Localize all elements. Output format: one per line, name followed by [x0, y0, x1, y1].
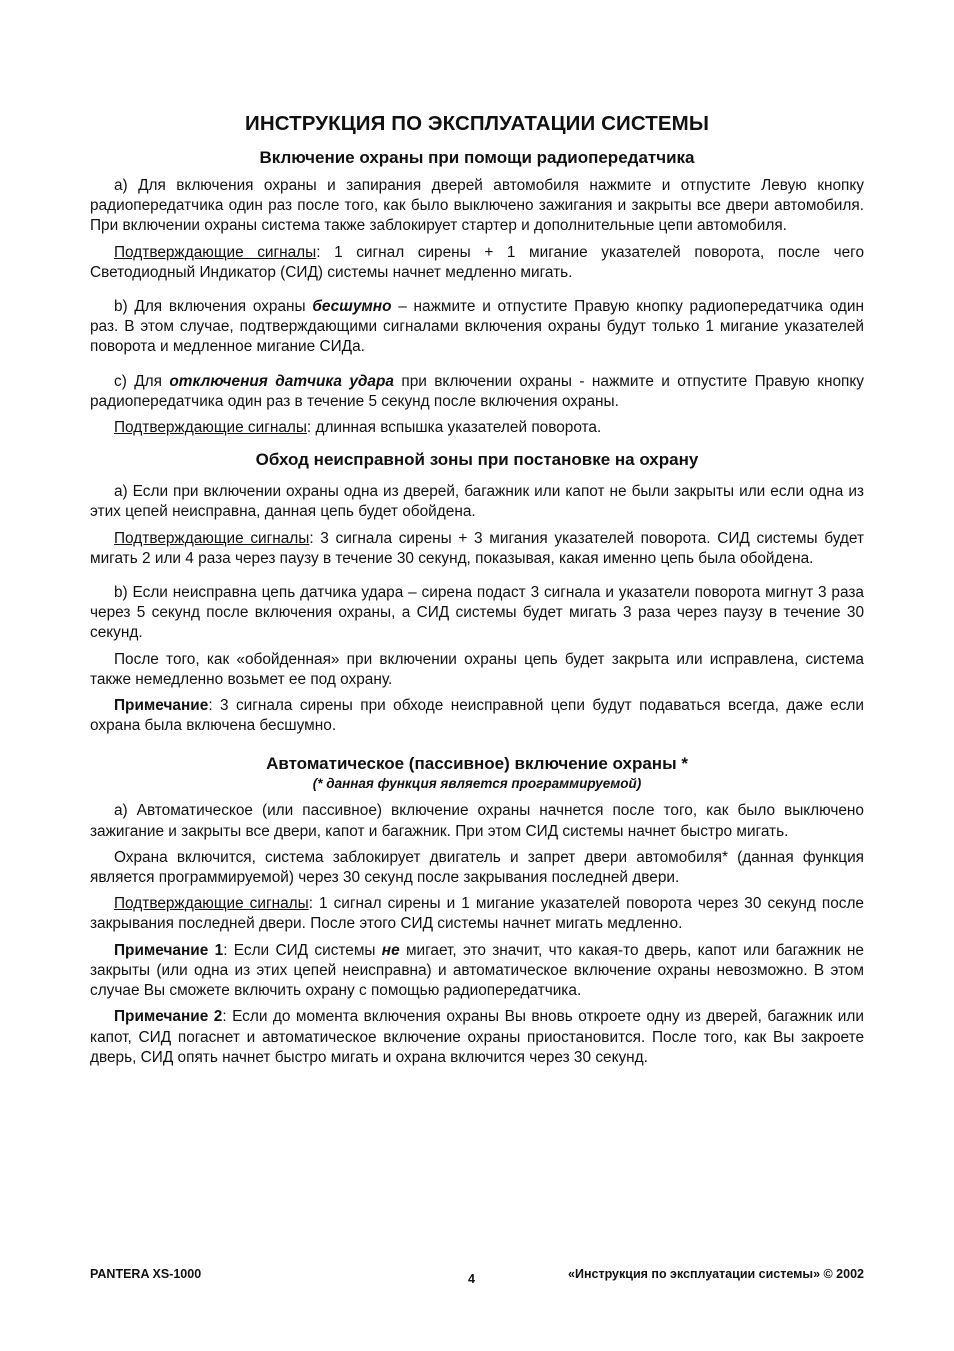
- footer-document-name: «Инструкция по эксплуатации системы» © 2002: [568, 1267, 864, 1281]
- footer-model: PANTERA XS-1000: [90, 1267, 202, 1281]
- confirm-signals-label: Подтверждающие сигналы: [114, 895, 309, 913]
- paragraph: [90, 418, 864, 438]
- paragraph: [90, 696, 864, 736]
- paragraph-text: при включении охраны - нажмите и отпустите Правую кнопку радиопередатчика один раз в течение 5 секунд после включения охраны.: [90, 372, 864, 410]
- paragraph-text: : длинная вспышка указателей поворота.: [306, 419, 602, 437]
- paragraph: [90, 1007, 864, 1068]
- note-label: Примечание 2: [114, 1008, 223, 1026]
- note-label: Примечание 1: [114, 941, 224, 959]
- paragraph-text: : 3 сигнала сирены + 3 мигания указателей поворота. СИД системы будет мигать 2 или 4 раза через паузу в течение 30 секунд, показывая, какая именно цепь была обойдена.: [90, 529, 864, 567]
- emphasis-text: не: [381, 941, 400, 959]
- document-title: ИНСТРУКЦИЯ ПО ЭКСПЛУАТАЦИИ СИСТЕМЫ: [244, 112, 710, 135]
- paragraph: [90, 372, 864, 412]
- paragraph-text: а) Автоматическое (или пассивное) включение охраны начнется после того, как было выключено зажигание и закрыты все двери, капот и багажник. При этом СИД системы начнет быстро мигать.: [90, 802, 864, 840]
- section-title-remote-arming: Включение охраны при помощи радиопередатчика: [259, 148, 695, 167]
- section-title-passive-arming: Автоматическое (пассивное) включение охраны *: [266, 754, 688, 774]
- emphasis-text: бесшумно: [312, 298, 392, 316]
- page-number: 4: [468, 1272, 475, 1286]
- paragraph: [90, 176, 864, 237]
- section-title-bypass: Обход неисправной зоны при постановке на охрану: [255, 450, 699, 470]
- paragraph-text: : Если до момента включения охраны Вы вновь откроете одну из дверей, багажник или капот, СИД погаснет и автоматическое включение охраны приостановится. После того, как Вы закроете дверь, СИД опять начнет быстро мигать и охрана включится через 30 секунд.: [90, 1008, 864, 1066]
- page-content: [90, 112, 864, 1074]
- paragraph-text: После того, как «обойденная» при включении охраны цепь будет закрыта или исправлена, система также немедленно возьмет ее под охрану.: [90, 650, 864, 688]
- paragraph: [90, 529, 864, 569]
- paragraph-text: мигает, это значит, что какая-то дверь, капот или багажник не закрыты (или одна из этих цепей неисправна) и автоматическое включение охраны невозможно. В этом случае Вы сможете включить охрану с помощью радиопередатчика.: [90, 941, 864, 1000]
- paragraph-text: а) Для включения охраны и запирания дверей автомобиля нажмите и отпустите Левую кнопку радиопередатчика один раз после того, как было выключено зажигания и закрыты все двери автомобиля. При включении охраны система также заблокирует стартер и дополнительные цепи автомобиля.: [90, 177, 864, 235]
- paragraph: [90, 243, 864, 283]
- paragraph: [90, 941, 864, 1002]
- emphasis-text: отключения датчика удара: [169, 372, 394, 390]
- paragraph: [90, 583, 864, 644]
- paragraph-text: : 1 сигнал сирены и 1 мигание указателей поворота через 30 секунд после закрывания последней двери. После этого СИД системы начнет мигать медленно.: [90, 895, 864, 933]
- paragraph-text: b) Если неисправна цепь датчика удара – сирена подаст 3 сигнала и указатели поворота мигнут 3 раза через 5 секунд после включения охраны, а СИД системы будет мигать 3 раза через паузу в течение 30 секунд.: [90, 584, 864, 642]
- paragraph: [90, 801, 864, 841]
- page-footer: [90, 1265, 864, 1295]
- section-subtitle: (* данная функция является программируемой): [312, 776, 642, 792]
- paragraph: [90, 650, 864, 690]
- paragraph: [90, 894, 864, 934]
- paragraph-text: с) Для: [114, 372, 170, 390]
- paragraph: [90, 297, 864, 358]
- paragraph-text: Охрана включится, система заблокирует двигатель и запрет двери автомобиля* (данная функция является программируемой) через 30 секунд после закрывания последней двери.: [90, 848, 864, 887]
- paragraph-text: : 3 сигнала сирены при обходе неисправной цепи будут подаваться всегда, даже если охрана была включена бесшумно.: [90, 697, 864, 735]
- note-label: Примечание: [114, 697, 209, 715]
- paragraph-text: b) Для включения охраны: [114, 298, 313, 316]
- paragraph-text: : Если СИД системы: [223, 941, 382, 959]
- confirm-signals-label: Подтверждающие сигналы: [114, 419, 307, 437]
- confirm-signals-label: Подтверждающие сигналы: [114, 529, 310, 547]
- paragraph-text: : 1 сигнал сирены + 1 мигание указателей поворота, после чего Светодиодный Индикатор (СИД) системы начнет медленно мигать.: [90, 243, 865, 281]
- confirm-signals-label: Подтверждающие сигналы: [114, 243, 317, 261]
- paragraph-text: а) Если при включении охраны одна из дверей, багажник или капот не были закрыты или если одна из этих цепей неисправна, данная цепь будет обойдена.: [90, 483, 864, 521]
- paragraph: [90, 482, 864, 522]
- paragraph: [90, 848, 864, 888]
- paragraph-text: – нажмите и отпустите Правую кнопку радиопередатчика один раз. В этом случае, подтверждающими сигналами включения охраны будут только 1 мигание указателей поворота и медленное мигание СИДа.: [90, 298, 864, 356]
